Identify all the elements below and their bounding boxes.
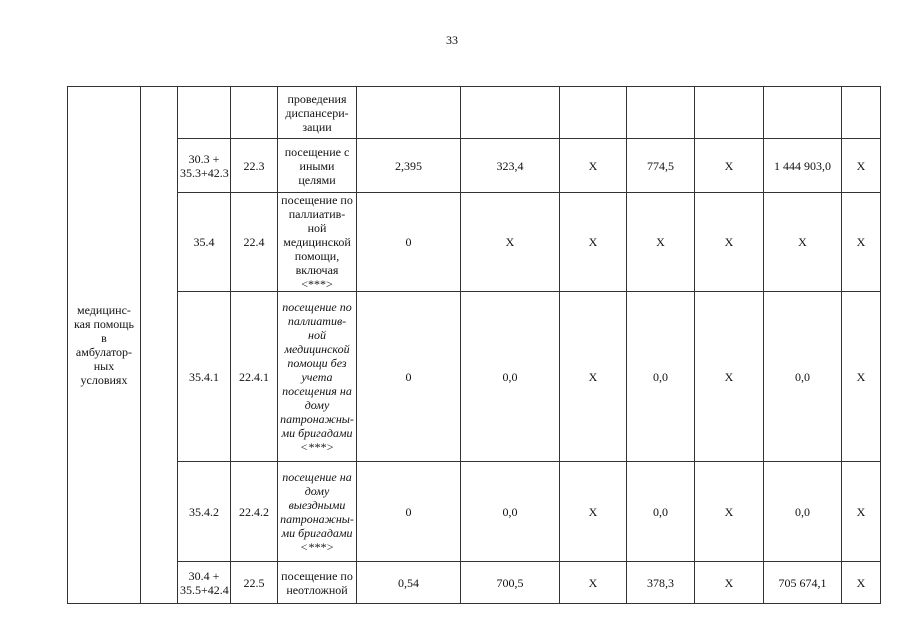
row-line-number — [231, 87, 278, 139]
row-line-number: 22.4.1 — [231, 292, 278, 462]
col-x-3: X — [842, 292, 881, 462]
total-value — [764, 87, 842, 139]
section-label: медицинс- кая помощь в амбулатор- ных условиях — [68, 87, 141, 604]
col-x-3 — [842, 87, 881, 139]
total-value: X — [764, 193, 842, 292]
col-x-3: X — [842, 562, 881, 604]
row-description: посещение по паллиатив- ной медицинской помощи, включая <***> — [278, 193, 357, 292]
row-code — [178, 87, 231, 139]
col-x-1: X — [560, 462, 627, 562]
per-capita-value: X — [627, 193, 695, 292]
rate-value: 0 — [357, 462, 461, 562]
row-description: посещение с иными целями — [278, 139, 357, 193]
row-code: 30.4 + 35.5+42.4 — [178, 562, 231, 604]
table-body — [68, 87, 881, 604]
row-line-number: 22.3 — [231, 139, 278, 193]
col-x-3: X — [842, 462, 881, 562]
table-row — [68, 462, 881, 562]
total-value: 0,0 — [764, 462, 842, 562]
col-x-1: X — [560, 193, 627, 292]
norm-cost-value: 0,0 — [461, 292, 560, 462]
col-x-2: X — [695, 292, 764, 462]
table-row — [68, 87, 881, 139]
table-row — [68, 292, 881, 462]
col-x-1: X — [560, 562, 627, 604]
col-x-3: X — [842, 139, 881, 193]
rate-value — [357, 87, 461, 139]
table-row — [68, 193, 881, 292]
col-x-2 — [695, 87, 764, 139]
col-x-1: X — [560, 292, 627, 462]
row-line-number: 22.4 — [231, 193, 278, 292]
rate-value: 0 — [357, 193, 461, 292]
col-x-1 — [560, 87, 627, 139]
col-x-2: X — [695, 462, 764, 562]
rate-value: 0 — [357, 292, 461, 462]
row-description: посещение по паллиатив- ной медицинской помощи без учета посещения на дому патронажны- ми бригадами <***> — [278, 292, 357, 462]
row-line-number: 22.5 — [231, 562, 278, 604]
row-description: проведения диспансери- зации — [278, 87, 357, 139]
per-capita-value: 378,3 — [627, 562, 695, 604]
row-line-number: 22.4.2 — [231, 462, 278, 562]
norm-cost-value: 323,4 — [461, 139, 560, 193]
col-x-2: X — [695, 193, 764, 292]
row-code: 30.3 + 35.3+42.3 — [178, 139, 231, 193]
norm-cost-value: 0,0 — [461, 462, 560, 562]
total-value: 705 674,1 — [764, 562, 842, 604]
row-code: 35.4.1 — [178, 292, 231, 462]
per-capita-value — [627, 87, 695, 139]
ambulatory-care-table — [67, 86, 881, 604]
col-x-2: X — [695, 562, 764, 604]
row-code: 35.4 — [178, 193, 231, 292]
col-x-2: X — [695, 139, 764, 193]
empty-column — [141, 87, 178, 604]
per-capita-value: 0,0 — [627, 462, 695, 562]
norm-cost-value — [461, 87, 560, 139]
per-capita-value: 774,5 — [627, 139, 695, 193]
rate-value: 2,395 — [357, 139, 461, 193]
col-x-1: X — [560, 139, 627, 193]
page-number: 33 — [446, 33, 458, 47]
per-capita-value: 0,0 — [627, 292, 695, 462]
total-value: 1 444 903,0 — [764, 139, 842, 193]
row-description: посещение по неотложной — [278, 562, 357, 604]
table-row — [68, 139, 881, 193]
table-row — [68, 562, 881, 604]
total-value: 0,0 — [764, 292, 842, 462]
row-code: 35.4.2 — [178, 462, 231, 562]
norm-cost-value: 700,5 — [461, 562, 560, 604]
row-description: посещение на дому выездными патронажны- ми бригадами <***> — [278, 462, 357, 562]
rate-value: 0,54 — [357, 562, 461, 604]
norm-cost-value: X — [461, 193, 560, 292]
col-x-3: X — [842, 193, 881, 292]
